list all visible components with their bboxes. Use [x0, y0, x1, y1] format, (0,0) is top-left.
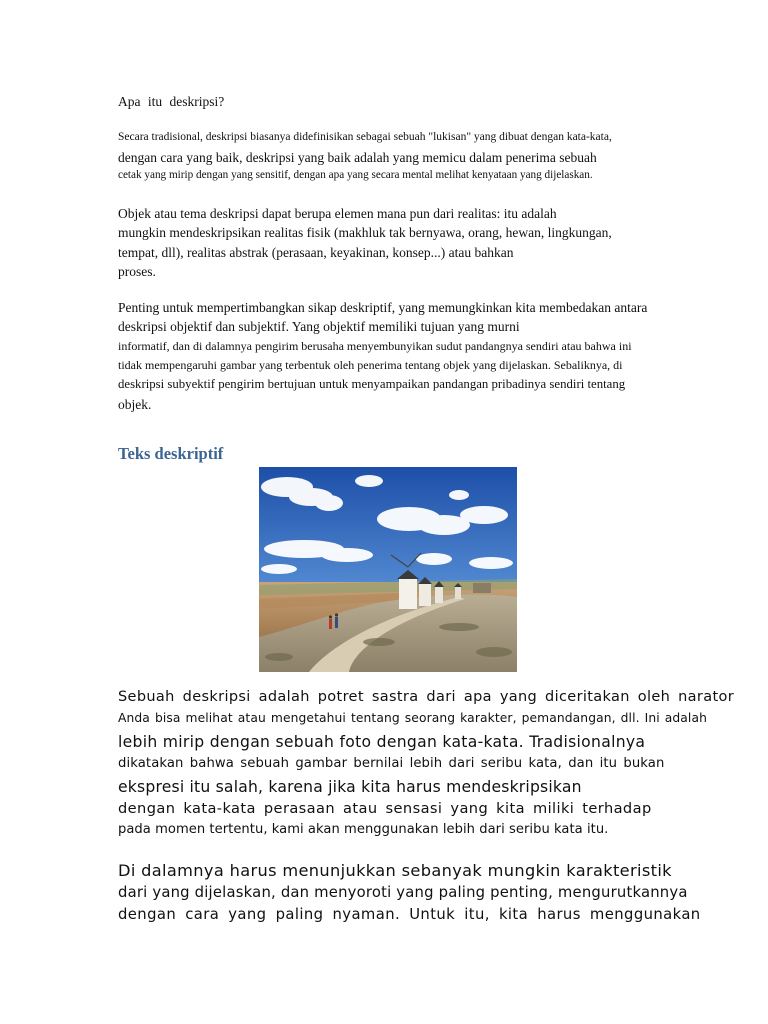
section2-paragraph-1-line-6: dengan kata-kata perasaan atau sensasi yang kita miliki terhadap — [118, 800, 652, 817]
paragraph-3-line-1: Penting untuk mempertimbangkan sikap deskriptif, yang memungkinkan kita membedakan antara — [118, 300, 648, 315]
paragraph-3-line-4: tidak mempengaruhi gambar yang terbentuk oleh penerima tentang objek yang dijelaskan. Sebaliknya, di — [118, 358, 623, 372]
section2-paragraph-1-line-2: Anda bisa melihat atau mengetahui tentang seorang karakter, pemandangan, dll. Ini adalah — [118, 711, 707, 725]
section2-paragraph-1-line-4: dikatakan bahwa sebuah gambar bernilai lebih dari seribu kata, dan itu bukan — [118, 756, 665, 771]
section2-paragraph-2-line-1: Di dalamnya harus menunjukkan sebanyak mungkin karakteristik — [118, 861, 672, 880]
page-title: Apa itu deskripsi? — [118, 94, 225, 109]
section-heading: Teks deskriptif — [118, 444, 224, 463]
windmill-landscape-photo — [259, 467, 517, 672]
paragraph-2-line-4: proses. — [118, 264, 156, 279]
paragraph-2-line-2: mungkin mendeskripsikan realitas fisik (makhluk tak bernyawa, orang, hewan, lingkungan, — [118, 225, 612, 240]
section2-paragraph-2-line-3: dengan cara yang paling nyaman. Untuk itu, kita harus menggunakan — [118, 906, 701, 923]
paragraph-3-line-3: informatif, dan di dalamnya pengirim berusaha menyembunyikan sudut pandangnya sendiri atau bahwa ini — [118, 339, 632, 353]
section2-paragraph-1-line-3: lebih mirip dengan sebuah foto dengan kata-kata. Tradisionalnya — [118, 733, 646, 751]
paragraph-3-line-2: deskripsi objektif dan subjektif. Yang objektif memiliki tujuan yang murni — [118, 319, 520, 334]
paragraph-2-line-1: Objek atau tema deskripsi dapat berupa elemen mana pun dari realitas: itu adalah — [118, 206, 557, 221]
paragraph-1-line-1: Secara tradisional, deskripsi biasanya didefinisikan sebagai sebuah "lukisan" yang dibuat dengan kata-kata, — [118, 131, 612, 143]
paragraph-2-line-3: tempat, dll), realitas abstrak (perasaan, keyakinan, konsep...) atau bahkan — [118, 245, 514, 260]
paragraph-1-line-3: cetak yang mirip dengan yang sensitif, dengan apa yang secara mental melihat kenyataan yang dijelaskan. — [118, 169, 593, 181]
paragraph-3-line-5: deskripsi subyektif pengirim bertujuan untuk menyampaikan pandangan pribadinya sendiri tentang — [118, 377, 626, 391]
section2-paragraph-1-line-1: Sebuah deskripsi adalah potret sastra dari apa yang diceritakan oleh narator — [118, 689, 735, 705]
section2-paragraph-1-line-7: pada momen tertentu, kami akan menggunakan lebih dari seribu kata itu. — [118, 822, 609, 837]
section2-paragraph-2-line-2: dari yang dijelaskan, dan menyoroti yang paling penting, mengurutkannya — [118, 884, 688, 901]
paragraph-1-line-2: dengan cara yang baik, deskripsi yang baik adalah yang memicu dalam penerima sebuah — [118, 150, 597, 165]
section2-paragraph-1-line-5: ekspresi itu salah, karena jika kita harus mendeskripsikan — [118, 778, 582, 796]
paragraph-3-line-6: objek. — [118, 397, 152, 412]
